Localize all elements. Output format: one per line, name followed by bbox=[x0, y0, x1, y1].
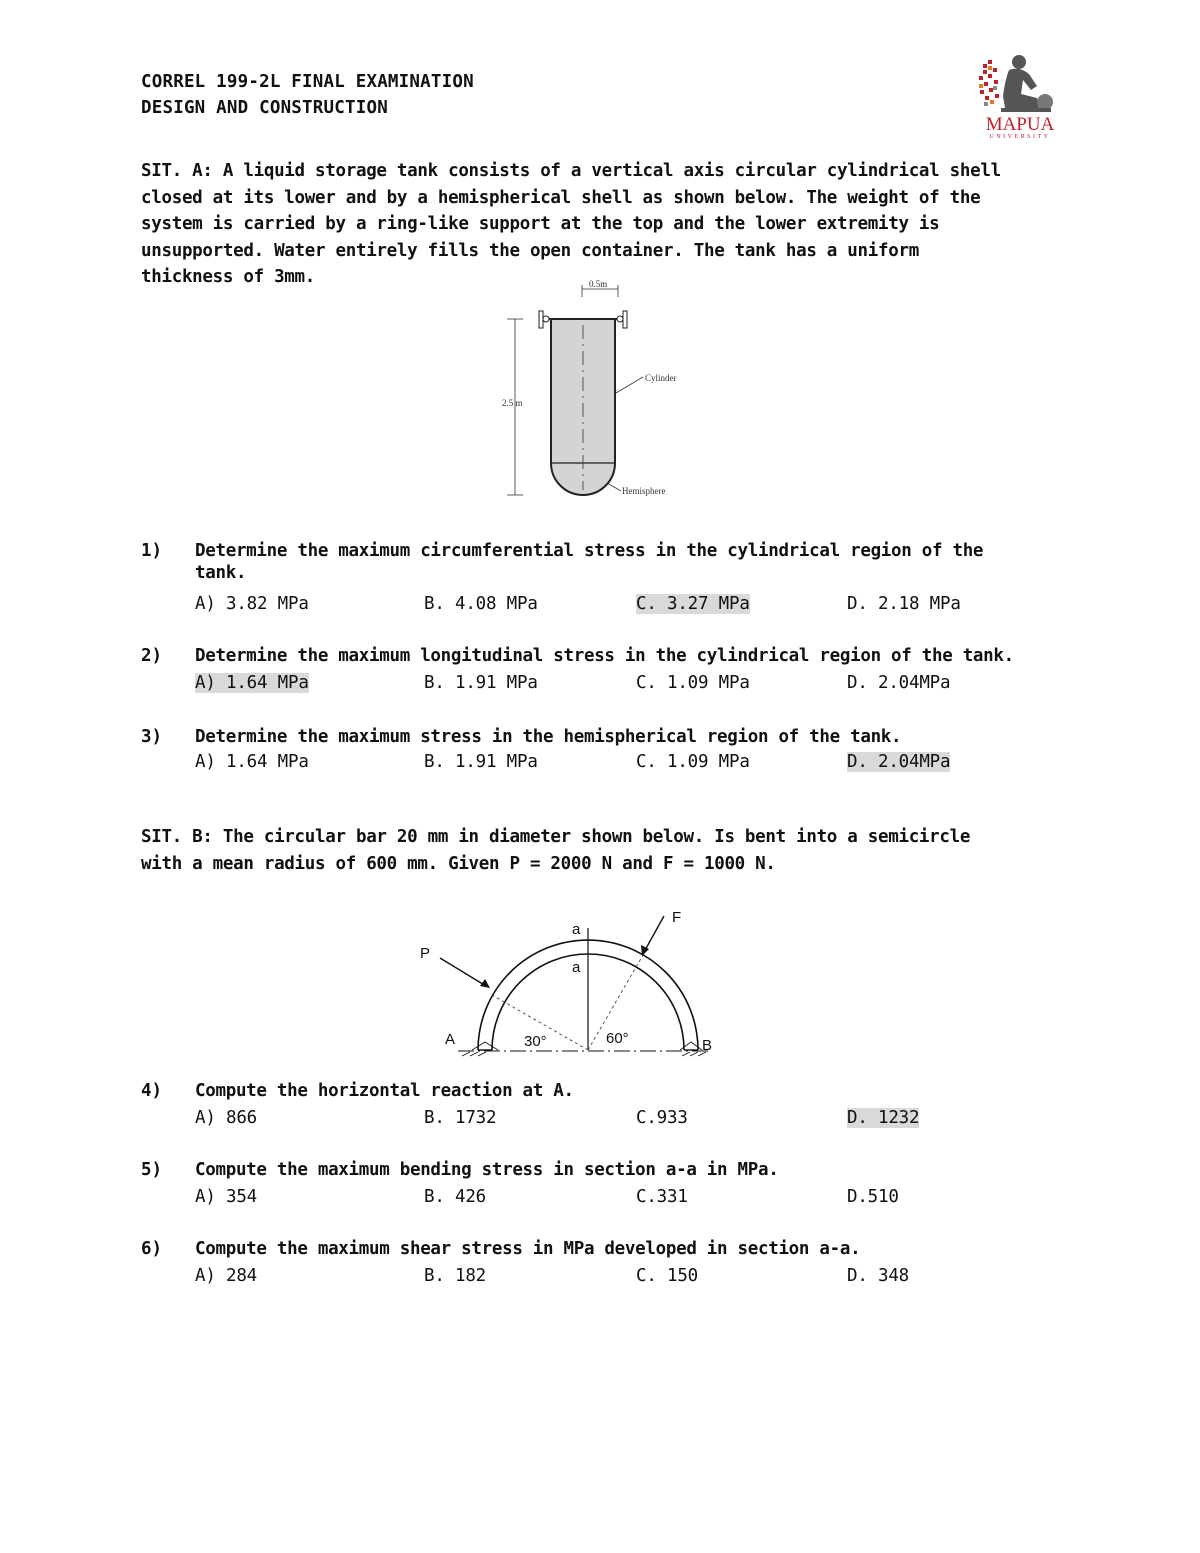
question-text: Compute the horizontal reaction at A. bbox=[195, 1081, 574, 1101]
question-number: 1) bbox=[141, 541, 163, 561]
option-a[interactable]: A) 3.82 MPa bbox=[195, 594, 309, 614]
question-text: Compute the maximum bending stress in section a-a in MPa. bbox=[195, 1160, 779, 1180]
question-text: Determine the maximum circumferential stress in the cylindrical region of the bbox=[195, 541, 984, 561]
option-a[interactable]: A) 1.64 MPa bbox=[195, 752, 309, 772]
option-c[interactable]: C. 1.09 MPa bbox=[636, 752, 750, 772]
option-b[interactable]: B. 1732 bbox=[424, 1108, 497, 1128]
force-f-label: F bbox=[672, 909, 682, 926]
sit-b-line: with a mean radius of 600 mm. Given P = 2000 N and F = 1000 N. bbox=[141, 853, 776, 874]
sit-b-paragraph bbox=[141, 824, 970, 877]
tank-width-label: 0.5m bbox=[589, 279, 608, 289]
question-number: 2) bbox=[141, 646, 163, 666]
option-a[interactable]: A) 866 bbox=[195, 1108, 258, 1128]
question-number: 3) bbox=[141, 727, 163, 747]
tank-height-label: 2.5 m bbox=[502, 398, 523, 408]
question-text: Determine the maximum stress in the hemispherical region of the tank. bbox=[195, 727, 902, 747]
option-b[interactable]: B. 4.08 MPa bbox=[424, 594, 538, 614]
option-d[interactable]: D. 348 bbox=[847, 1266, 910, 1286]
option-d-highlighted[interactable]: D. 2.04MPa bbox=[847, 752, 951, 772]
logo-subtitle: UNIVERSITY bbox=[989, 134, 1051, 140]
support-b-label: B bbox=[702, 1037, 713, 1054]
sit-a-line: system is carried by a ring-like support at the top and the lower extremity is bbox=[141, 214, 940, 234]
question-number: 5) bbox=[141, 1160, 163, 1180]
sit-a-line: closed at its lower and by a hemispherical shell as shown below. The weight of the bbox=[141, 187, 981, 208]
angle-30-label: 30° bbox=[524, 1033, 547, 1050]
question-text: Compute the maximum shear stress in MPa developed in section a-a. bbox=[195, 1239, 861, 1259]
section-a-top-label: a bbox=[572, 921, 581, 938]
section-a-inner-label: a bbox=[572, 959, 581, 976]
option-d[interactable]: D. 2.18 MPa bbox=[847, 594, 961, 614]
option-a-highlighted[interactable]: A) 1.64 MPa bbox=[195, 673, 309, 693]
option-b[interactable]: B. 1.91 MPa bbox=[424, 673, 538, 693]
sit-a-line: thickness of 3mm. bbox=[141, 267, 316, 287]
force-p-label: P bbox=[420, 945, 431, 962]
sit-a-paragraph bbox=[141, 158, 1001, 291]
option-d-highlighted[interactable]: D. 1232 bbox=[847, 1108, 920, 1128]
option-c[interactable]: C.933 bbox=[636, 1108, 688, 1128]
logo-name: MAPUA bbox=[985, 114, 1055, 135]
sit-a-line: unsupported. Water entirely fills the open container. The tank has a uniform bbox=[141, 240, 919, 261]
option-b[interactable]: B. 182 bbox=[424, 1266, 487, 1286]
option-c-highlighted[interactable]: C. 3.27 MPa bbox=[636, 594, 750, 614]
option-d[interactable]: D. 2.04MPa bbox=[847, 673, 951, 693]
option-c[interactable]: C. 150 bbox=[636, 1266, 699, 1286]
question-number: 4) bbox=[141, 1081, 163, 1101]
exam-subtitle: DESIGN AND CONSTRUCTION bbox=[141, 98, 388, 118]
tank-figure bbox=[495, 275, 695, 505]
mapua-logo bbox=[975, 50, 1065, 140]
option-c[interactable]: C.331 bbox=[636, 1187, 688, 1207]
exam-title: CORREL 199-2L FINAL EXAMINATION bbox=[141, 72, 474, 92]
question-1 bbox=[195, 541, 983, 583]
semicircle-bar-figure bbox=[400, 900, 730, 1070]
sit-b-line: SIT. B: The circular bar 20 mm in diameter shown below. Is bent into a semicircle bbox=[141, 827, 971, 847]
option-d[interactable]: D.510 bbox=[847, 1187, 899, 1207]
option-a[interactable]: A) 354 bbox=[195, 1187, 258, 1207]
sit-a-line: SIT. A: A liquid storage tank consists of a vertical axis circular cylindrical shell bbox=[141, 161, 1001, 181]
angle-60-label: 60° bbox=[606, 1030, 629, 1047]
question-text: Determine the maximum longitudinal stress in the cylindrical region of the tank. bbox=[195, 646, 1014, 666]
option-c[interactable]: C. 1.09 MPa bbox=[636, 673, 750, 693]
mapua-logo-figure-icon bbox=[975, 50, 1065, 140]
cylinder-label: Cylinder bbox=[645, 373, 677, 383]
hemisphere-label: Hemisphere bbox=[622, 486, 666, 496]
question-text: tank. bbox=[195, 563, 247, 583]
option-b[interactable]: B. 426 bbox=[424, 1187, 487, 1207]
support-a-label: A bbox=[445, 1031, 456, 1048]
question-number: 6) bbox=[141, 1239, 163, 1259]
option-b[interactable]: B. 1.91 MPa bbox=[424, 752, 538, 772]
option-a[interactable]: A) 284 bbox=[195, 1266, 258, 1286]
